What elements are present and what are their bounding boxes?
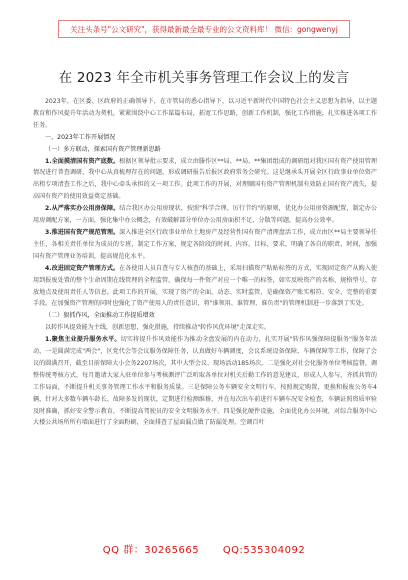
paragraph-lead: 3.推进国有资产规范管理。 (45, 228, 120, 236)
paragraph-text: 根据区领导批示要求，成立由滕作区**局、**局、**集团组成的调研组对我区国有资产使用管理情况进行普查调研，我中心从真梳理存在的问题，形成调研报告后报区政府常务会研究。这是继承头开展全区行政事业单位资产出租专项清查工作之后，我中心牵头承担的又一项工作。此项工作的开展，对理顺国有资产管理机制有效防止国有资产流失，提高国有资产的使用效益奠定基础。 (33, 157, 378, 201)
paragraph-text: 深入推进全区行政事业单位土地房产及经营性国有资产清理盘活工作，成立由区**局主要领导任主任，各相关责任单位为成员的专班，制定工作方案，规定各阶段的时间、内容、目标、要求，明确了各自的职责、时间，加强国有资产管理业务培训，提高规范化水平。 (33, 228, 378, 260)
intro-paragraph: 2023年，在区委、区政府的正确领导下，在市管局的悉心指导下，以习近平新时代中国特色社会主义思想为指导，以主题教育和作风提升年活动为契机，紧紧围绕中心工作谋篇布局，拓宽工作思路，创新工作机制，强化工作措施，扎实推进各项工作任务。 (33, 98, 377, 129)
qq-group-text: QQ 群：30265665 (102, 545, 200, 556)
paragraph (33, 203, 377, 227)
paragraph-lead: 4.改进固定资产管理方式。 (45, 264, 120, 272)
paragraph-text: 切实将提升作风效能作为推动全盘发展的内在动力，扎实开展"转作风强保障提服务"服务年活动，一是圆满完成"两会"，区党代会等会议服务保障任务，认真做好车辆调度，会议系统设备保障、车辆保障等工作，保障了会议的圆满召开，截至目前保障大小会务2207场次，其中大型会议、现场活动185场次。二是强化对社会化服务单位考核监督，调整传统考核方式，每月邀请大家入驻单位参与考核测评广泛听取各单位对机关后勤工作的意见建议，形成人人参与，齐抓共管的工作局面，不断提升机关事务管理工作水平和服务质量。三是保障公务车辆安全文明行车，按照规定购置，更换和报废公务车4辆，针对大多数车辆车龄长、故障多发的现状，定期进行检测维修，并在每次出车前进行车辆车况安全检查，车辆证照资质审验及时准确，抓好安全警示教育，不断提高驾驶员的安全文明服务水平。四是强化硬件设施，全面优化办公环境，对综合服务中心大楼公共场所所有墙面进行了全面粉刷，全面排查了屋面漏点做了防漏处理，空调百叶 (33, 336, 378, 427)
subsection-heading: （二）狠抓作风，全面推动工作提质增效 (45, 312, 155, 320)
paragraph (33, 227, 377, 263)
paragraph (33, 263, 377, 311)
document-title: 在 2023 年全市机关事务管理工作会议上的发言 (58, 70, 350, 86)
paragraph (33, 334, 377, 429)
contact-footer (0, 541, 408, 556)
paragraph-text: 结合我区办公用房现状，按照"科学合理、厉行节约"的原则，优化办公用房资源配置，制定办公用房调配方案，一方面，强化集中办公概念，有效破解部分单位办公用房面积不足、分散等问题，提高办公效率。 (33, 205, 377, 225)
paragraph-lead: 2.从严落实办公用房保障。 (45, 205, 120, 213)
paragraph-text: 在各使用人员自查与专人核查的基础上，采用扫描资产粘贴标签的方式，实现固定资产从购入使用到报废处置的整个生命周期在线管理的全程监管，确保每一件资产对应一个唯一的标签，如实反映资产的名称、规格型号、存放地点及使用责任人等信息。此项工作的开展，实现了资产的全面、动态、实时监管，是确保资产账实相符、安全、完整的重要手段。在加强资产管理的同时也强化了资产使用人的责任意识，将"谁领用、谁管理、谁负责"的管理机制进一步落到了实处。 (33, 264, 378, 308)
paragraph-lead: 1.全面摸清国有资产底数。 (45, 157, 120, 165)
paragraph-lead: 1.聚焦主业提升服务水平。 (45, 336, 121, 344)
document-body (33, 96, 377, 429)
promo-banner: 关注头条号"公文研究"，获得最新最全最专业的公文资料库！ 微信：gongwenyj (58, 20, 350, 38)
paragraph (33, 156, 377, 204)
paragraph: 以转作风提效能为主线，创新思想，强化措施，持续推动"转作风优环境"走深走实。 (45, 324, 270, 332)
section-heading: 一、2023年工作开展情况 (45, 133, 116, 141)
qq-text: QQ:535304092 (222, 545, 306, 556)
subsection-heading: （一）多方联动，探索国有资产管理新思路 (45, 145, 161, 153)
